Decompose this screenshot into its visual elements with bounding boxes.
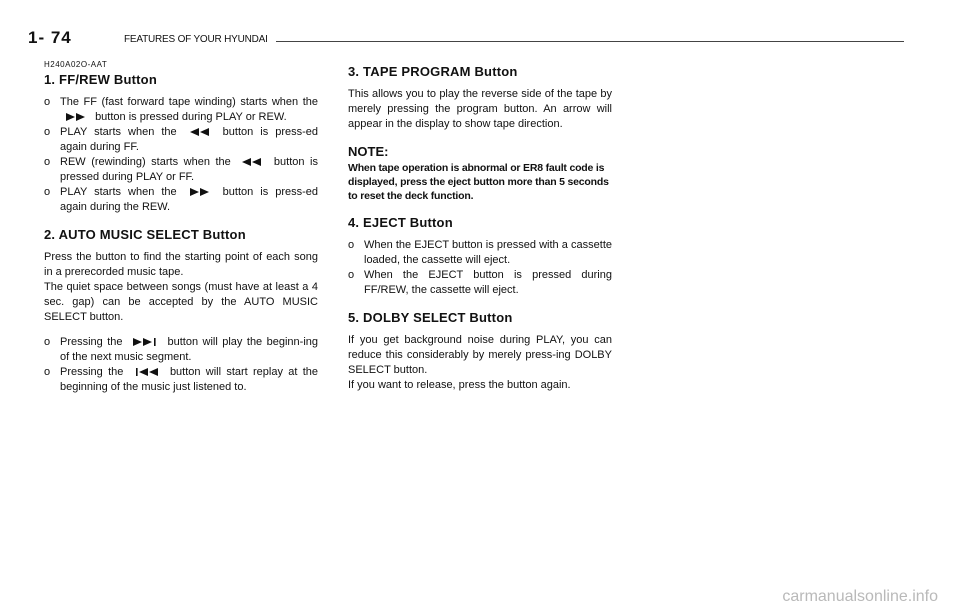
- list-item-text: Pressing the: [60, 366, 124, 378]
- page-number: 1- 74: [28, 28, 72, 47]
- list-item-text: When the EJECT button is pressed during FF/REW, the cassette will eject.: [364, 269, 612, 296]
- list-item: [44, 185, 318, 215]
- fast-forward-icon: [66, 113, 86, 121]
- paragraph: If you get background noise during PLAY, you can reduce this considerably by merely press-ing DOLBY SELECT button.: [348, 334, 612, 376]
- right-column: [348, 64, 612, 393]
- skip-next-icon: [133, 338, 157, 346]
- rewind-icon: [242, 158, 262, 166]
- list-item-text: PLAY starts when the: [60, 126, 177, 138]
- left-column: [44, 60, 318, 395]
- heading-ff-rew: 1. FF/REW Button: [44, 72, 157, 87]
- header-rule: [276, 41, 904, 42]
- list-item: [348, 238, 612, 268]
- list-item-text: REW (rewinding) starts when the: [60, 156, 231, 168]
- list-item-text: Pressing the: [60, 336, 123, 348]
- section-title: FEATURES OF YOUR HYUNDAI: [124, 34, 268, 45]
- heading-dolby-select: 5. DOLBY SELECT Button: [348, 310, 513, 325]
- bullet-mark: o: [44, 336, 51, 348]
- list-item: [44, 365, 318, 395]
- list-item: [348, 268, 612, 298]
- paragraph: Press the button to find the starting point of each song in a prerecorded music tape.: [44, 251, 318, 278]
- paragraph: The quiet space between songs (must have at least a 4 sec. gap) can be accepted by the AUTO MUSIC SELECT button.: [44, 281, 318, 323]
- list-item-text: When the EJECT button is pressed with a cassette loaded, the cassette will eject.: [364, 239, 612, 266]
- bullet-mark: o: [44, 156, 51, 168]
- list-item: [44, 335, 318, 365]
- heading-eject: 4. EJECT Button: [348, 215, 453, 230]
- note-body: When tape operation is abnormal or ER8 fault code is displayed, press the eject button more than 5 seconds to reset the deck function.: [348, 162, 609, 202]
- eject-list: [348, 238, 612, 298]
- heading-tape-program: 3. TAPE PROGRAM Button: [348, 64, 518, 79]
- list-item: [44, 95, 318, 125]
- list-item-text: button is press-ed again during the REW.: [60, 186, 318, 213]
- list-item-text: button will start replay at the beginning of the music just listened to.: [60, 366, 318, 393]
- bullet-mark: o: [44, 126, 51, 138]
- page-header: [28, 28, 904, 58]
- skip-previous-icon: [135, 368, 159, 376]
- ff-rew-list: [44, 95, 318, 215]
- bullet-mark: o: [44, 366, 51, 378]
- bullet-mark: o: [348, 239, 355, 251]
- paragraph: This allows you to play the reverse side of the tape by merely pressing the program button. An arrow will appear in the display to show tape direction.: [348, 88, 612, 130]
- bullet-mark: o: [44, 186, 51, 198]
- section-code: H240A02O-AAT: [44, 60, 108, 69]
- list-item-text: button is pressed during PLAY or REW.: [95, 111, 287, 123]
- fast-forward-icon: [190, 188, 210, 196]
- bullet-mark: o: [348, 269, 355, 281]
- bullet-mark: o: [44, 96, 51, 108]
- list-item-text: PLAY starts when the: [60, 186, 177, 198]
- list-item-text: button will play the beginn-ing of the next music segment.: [60, 336, 319, 363]
- rewind-icon: [190, 128, 210, 136]
- watermark: carmanualsonline.info: [782, 588, 938, 605]
- list-item-text: button is press-ed again during FF.: [60, 126, 318, 153]
- note-title: NOTE:: [348, 144, 389, 159]
- list-item-text: The FF (fast forward tape winding) starts when the: [60, 96, 318, 108]
- list-item: [44, 155, 318, 185]
- list-item-text: button is pressed during PLAY or FF.: [60, 156, 318, 183]
- list-item: [44, 125, 318, 155]
- paragraph: If you want to release, press the button again.: [348, 379, 571, 391]
- heading-auto-music-select: 2. AUTO MUSIC SELECT Button: [44, 227, 246, 242]
- auto-music-select-list: [44, 335, 318, 395]
